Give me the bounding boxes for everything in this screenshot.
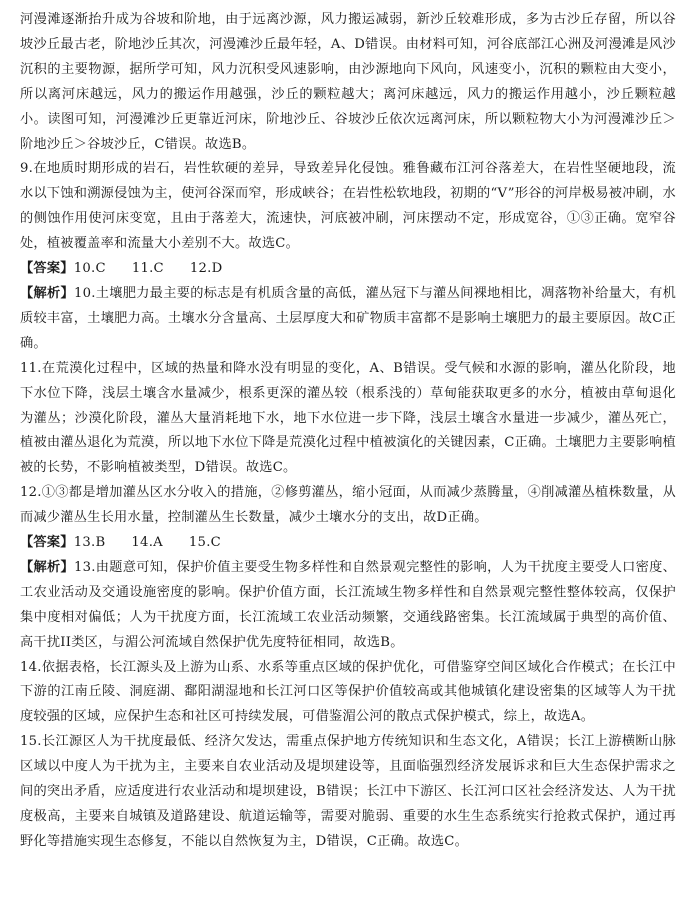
answer-item: 14.A bbox=[131, 535, 163, 551]
answer-label: 【答案】 bbox=[20, 535, 74, 551]
paragraph-explanation-12: 12.①③都是增加灌丛区水分收入的措施，②修剪灌丛，缩小冠面，从而减少蒸腾量，④削减灌丛植株数量，从而减少灌丛生长用水量，控制灌丛生长数量，减少土壤水分的支出，故D正确。 bbox=[20, 485, 676, 526]
document-page bbox=[20, 8, 676, 855]
answer-line-13-15 bbox=[20, 531, 676, 556]
analysis-text: 10.土壤肥力最主要的标志是有机质含量的高低，灌丛冠下与灌丛间裸地相比，凋落物补给量大，有机质较丰富，土壤肥力高。土壤水分含量高、土层厚度大和矿物质丰富都不是影响土壤肥力的最主要原因。故C正确。 bbox=[20, 285, 677, 351]
paragraph-explanation-8-continued: 河漫滩逐渐抬升成为谷坡和阶地，由于远离沙源，风力搬运减弱，新沙丘较难形成，多为古沙丘存留，所以谷坡沙丘最古老，阶地沙丘其次，河漫滩沙丘最年轻，A、D错误。由材料可知，河谷底部江心洲及河漫滩是风沙沉积的主要物源，据所学可知，风力沉积受风速影响，由沙源地向下风向，风速变小，沉积的颗粒由大变小，所以离河床越远，风力的搬运作用越强，沙丘的颗粒越大；离河床越远，风力的搬运作用越小，沙丘颗粒越小。读图可知，河漫滩沙丘更靠近河床，阶地沙丘、谷坡沙丘依次远离河床，所以颗粒物大小为河漫滩沙丘＞阶地沙丘＞谷坡沙丘，C错误。故选B。 bbox=[20, 12, 676, 152]
paragraph-explanation-15: 15.长江源区人为干扰度最低、经济欠发达，需重点保护地方传统知识和生态文化，A错误；长江上游横断山脉区域以中度人为干扰为主，主要来自农业活动及堤坝建设等，且面临强烈经济发展诉求和巨大生态保护需求之间的突出矛盾，应适度进行农业活动和堤坝建设，B错误；长江中下游区、长江河口区社会经济发达、人为干扰度极高，主要来自城镇及道路建设、航道运输等，需要对脆弱、重要的水生生态系统实行抢救式保护，通过再野化等措施实现生态修复，不能以自然恢复为主，D错误，C正确。故选C。 bbox=[20, 734, 676, 849]
answer-item: 11.C bbox=[131, 261, 164, 277]
paragraph-explanation-13 bbox=[20, 556, 676, 656]
answer-item: 15.C bbox=[188, 535, 221, 551]
answer-item: 13.B bbox=[73, 535, 106, 551]
analysis-label: 【解析】 bbox=[20, 559, 74, 575]
paragraph-explanation-11: 11.在荒漠化过程中，区域的热量和降水没有明显的变化，A、B错误。受气候和水源的影响，灌丛化阶段，地下水位下降，浅层土壤含水量减少，根系更深的灌丛较（根系浅的）草甸能获取更多的水分，植被由草甸退化为灌丛；沙漠化阶段，灌丛大量消耗地下水，地下水位进一步下降，浅层土壤含水量进一步减少，灌丛死亡，植被由灌丛退化为荒漠，所以地下水位下降是荒漠化过程中植被演化的关键因素，C正确。土壤肥力主要影响植被的长势，不影响植被类型，D错误。故选C。 bbox=[20, 360, 676, 476]
answer-line-10-12 bbox=[20, 257, 676, 282]
answer-item: 12.D bbox=[189, 261, 223, 277]
analysis-label: 【解析】 bbox=[20, 285, 74, 301]
answer-label: 【答案】 bbox=[20, 261, 74, 277]
paragraph-explanation-14: 14.依据表格，长江源头及上游为山系、水系等重点区域的保护优化，可借鉴穿空间区域化合作模式；在长江中下游的江南丘陵、洞庭湖、鄱阳湖湿地和长江河口区等保护价值较高或其他城镇化建设密集的区域等人为干扰度较强的区域，应保护生态和社区可持续发展，可借鉴湄公河的散点式保护模式，综上，故选A。 bbox=[20, 659, 676, 725]
paragraph-explanation-10 bbox=[20, 282, 676, 357]
answer-item: 10.C bbox=[73, 261, 106, 277]
paragraph-explanation-9: 9.在地质时期形成的岩石，岩性软硬的差异，导致差异化侵蚀。雅鲁藏布江河谷落差大，在岩性坚硬地段，流水以下蚀和溯源侵蚀为主，使河谷深而窄，形成峡谷；在岩性松软地段，初期的“V”形谷的河岸极易被冲刷，水的侧蚀作用使河床变宽，且由于落差大，流速快，河底被冲刷，河床摆动不定，形成宽谷，①③正确。宽窄谷处，植被覆盖率和流量大小差别不大。故选C。 bbox=[20, 161, 676, 252]
analysis-text: 13.由题意可知，保护价值主要受生物多样性和自然景观完整性的影响，人为干扰度主要受人口密度、工农业活动及交通设施密度的影响。保护价值方面，长江流域生物多样性和自然景观完整性整体较高，仅保护集中度相对偏低；人为干扰度方面，长江流域工农业活动频繁，交通线路密集。长江流域属于典型的高价值、高干扰II类区，与湄公河流域自然保护优先度特征相同，故选B。 bbox=[20, 559, 677, 650]
